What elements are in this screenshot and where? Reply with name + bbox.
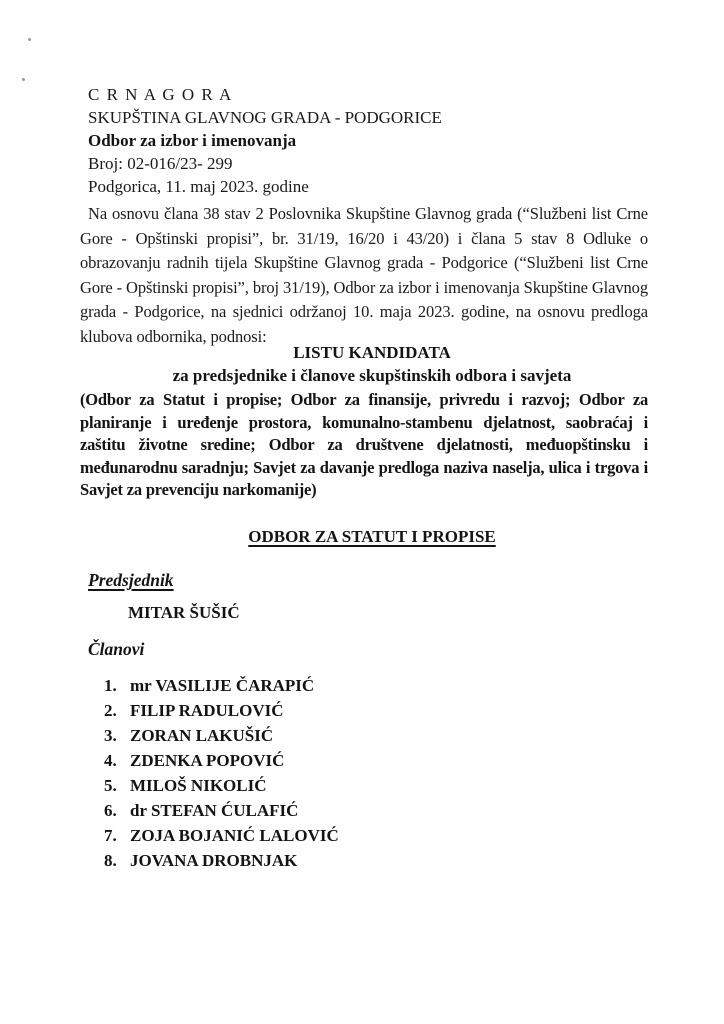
committees-list-paragraph: (Odbor za Statut i propise; Odbor za finansije, privredu i razvoj; Odbor za planiranje i uređenje prostora, komunalno-stambenu djelatnost, saobraćaj i zaštitu životne sredine; Odbor za društvene djelatnosti, međuopštinsku i međunarodnu saradnju; Savjet za davanje predloga naziva naselja, ulica i trgova i Savjet za prevenciju narkomanije)	[80, 390, 648, 499]
letterhead-committee: Odbor za izbor i imenovanja	[88, 131, 297, 150]
letterhead-number: Broj: 02-016/23- 299	[88, 154, 233, 173]
member-name: ZORAN LAKUŠIĆ	[130, 726, 274, 745]
member-number: 5.	[104, 776, 117, 795]
letterhead-assembly: SKUPŠTINA GLAVNOG GRADA - PODGORICE	[88, 108, 442, 127]
member-number: 1.	[104, 676, 117, 695]
members-label: Članovi	[88, 639, 145, 659]
member-name: MILOŠ NIKOLIĆ	[130, 776, 267, 795]
letterhead-country: C R N A G O R A	[88, 85, 233, 104]
letterhead	[88, 83, 442, 198]
member-name: ZDENKA POPOVIĆ	[130, 751, 285, 770]
document-title-block	[80, 341, 664, 387]
member-name: JOVANA DROBNJAK	[130, 851, 298, 870]
member-name: FILIP RADULOVIĆ	[130, 701, 284, 720]
document-subtitle: za predsjednike i članove skupštinskih odbora i savjeta	[172, 366, 572, 385]
intro-paragraph: Na osnovu člana 38 stav 2 Poslovnika Skupštine Glavnog grada (“Službeni list Crne Gore - Opštinski propisi”, br. 31/19, 16/20 i 43/20) i člana 5 stav 8 Odluke o obrazovanju radnih tijela Skupštine Glavnog grada - Podgorice (“Službeni list Crne Gore - Opštinski propisi”, broj 31/19), Odbor za izbor i imenovanja Skupštine Glavnog grada - Podgorice, na sjednici održanoj 10. maja 2023. godine, na osnovu predloga klubova odbornika, podnosi:	[80, 204, 648, 346]
member-number: 7.	[104, 826, 117, 845]
member-item	[104, 823, 339, 848]
president-label: Predsjednik	[88, 570, 174, 590]
member-number: 4.	[104, 751, 117, 770]
member-item	[104, 723, 339, 748]
member-number: 3.	[104, 726, 117, 745]
member-number: 6.	[104, 801, 117, 820]
member-name: ZOJA BOJANIĆ LALOVIĆ	[130, 826, 339, 845]
member-item	[104, 698, 339, 723]
president-name: MITAR ŠUŠIĆ	[128, 603, 240, 622]
member-item	[104, 673, 339, 698]
document-title: LISTU KANDIDATA	[293, 343, 451, 362]
section-heading: ODBOR ZA STATUT I PROPISE	[248, 527, 496, 546]
scan-speck	[28, 38, 31, 41]
member-item	[104, 748, 339, 773]
member-item	[104, 798, 339, 823]
scan-speck	[22, 78, 25, 81]
member-number: 8.	[104, 851, 117, 870]
member-item	[104, 773, 339, 798]
members-list	[104, 673, 339, 873]
member-number: 2.	[104, 701, 117, 720]
member-name: mr VASILIJE ČARAPIĆ	[130, 676, 315, 695]
section-heading-wrap	[80, 527, 664, 547]
member-name: dr STEFAN ĆULAFIĆ	[130, 801, 299, 820]
member-item	[104, 848, 339, 873]
letterhead-place-date: Podgorica, 11. maj 2023. godine	[88, 177, 309, 196]
